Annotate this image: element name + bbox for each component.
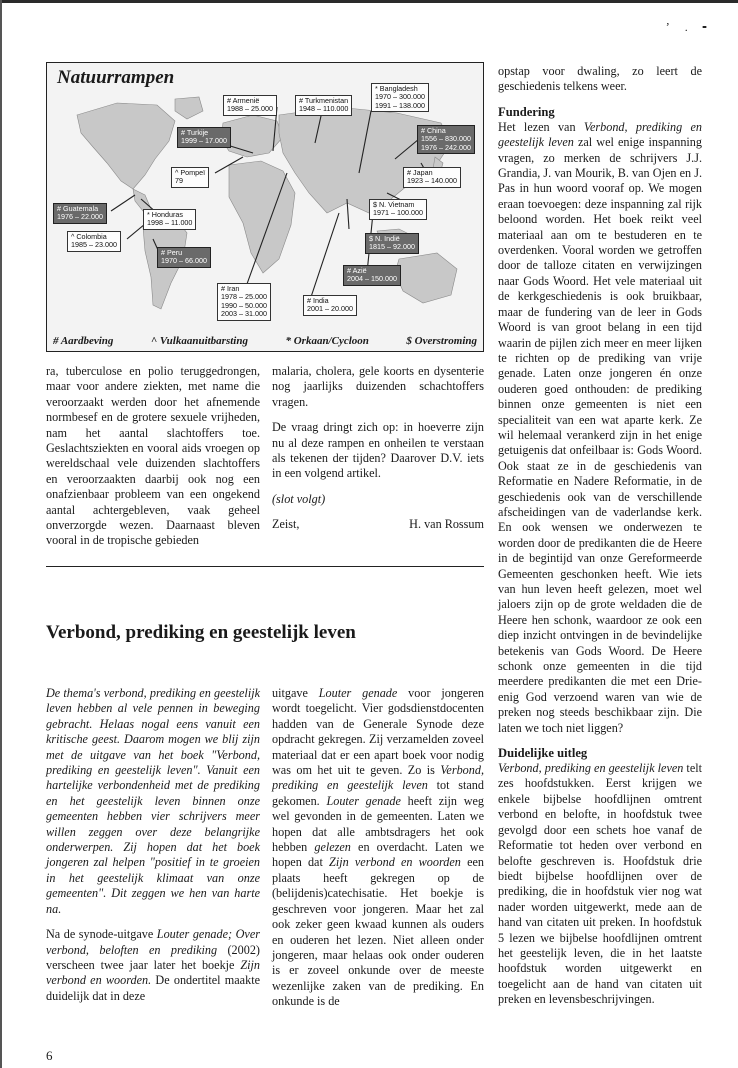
map-title: Natuurrampen	[57, 67, 175, 88]
label-iran: # Iran 1978 – 25.000 1990 – 50.000 2003 – 31.000	[217, 283, 271, 321]
article-title: Verbond, prediking en geestelijk leven	[46, 622, 356, 643]
label-bangladesh: * Bangladesh 1970 – 300.000 1991 – 138.000	[371, 83, 429, 112]
label-honduras: * Honduras 1998 – 11.000	[143, 209, 196, 230]
signature-line: Zeist, H. van Rossum	[272, 517, 484, 532]
label-colombia: ^ Colombia 1985 – 23.000	[67, 231, 121, 252]
legend-orkaan: * Orkaan/Cycloon	[285, 335, 369, 347]
label-india-north: $ N. Indië 1815 – 92.000	[365, 233, 419, 254]
prev-article-col1: ra, tuberculose en polio teruggedrongen, maar voor andere ziekten, met name die veroorzaakt werden door het afnemende normbesef en de grotere sexuele vrijheden, nam het aantal slachtoffers toe. Geslachtsziekten en vooral aids vroegen op wereldschaal vele duizenden slachtoffers en veroorzaakten daarbij ook nog een onafzienbaar probleem van een ongekend aantal achtergebleven, vaak geheel onverzorgde wezen. Daarnaast bleven vooral in de tropische gebieden	[46, 364, 260, 548]
label-azie: # Azië 2004 – 150.000	[343, 265, 401, 286]
article-col2: uitgave Louter genade voor jongeren wordt toegelicht. Vier godsdienstdocenten hadden van de Generale Synode deze opdracht gekregen. Zij verzamelden zoveel materiaal dat er een apart boek voor nodig was om het uit te geven. Zo is Verbond, prediking en geestelijk leven tot stand gekomen. Louter genade heeft zijn weg wel gevonden in de gemeenten. Laten we hopen dat alle ambtsdragers het ook hebben gelezen en overdacht. Laten we hopen dat Zijn verbond en woorden een plaats heeft gekregen op de (belijdenis)catechisatie. Het boekje is geschreven voor jongeren. Maar het zal ook zeker geen kwaad kunnen als ouders en ouderen het lezen. Niet alleen onder jongeren, maar helaas ook onder ouderen is er zoveel onkunde over de meeste wezenlijke zaken van de prediking. En onkunde is de	[272, 686, 485, 1009]
page-left-edge	[0, 0, 2, 1068]
label-armenie: # Armenië 1988 – 25.000	[223, 95, 277, 116]
article-col1-p2: Na de synode-uitgave Louter genade; Over verbond, beloften en prediking (2002) verscheen twee jaar later het boekje Zijn verbond en woorden. De ondertitel maakte duidelijk dat in deze	[46, 927, 260, 1003]
article-col1	[46, 686, 260, 1014]
heading-fundering: Fundering	[498, 104, 555, 119]
section-divider	[46, 566, 484, 567]
article-intro: De thema's verbond, prediking en geestelijk leven hebben al vele pennen in beweging gebracht. Helaas nogal eens vanuit een kritische geest. Daarom mogen we blij zijn met de uitgave van het boek "Verbond, prediking en geestelijk leven". Vanuit een hartelijke verbondenheid met de prediking en het geestelijk leven binnen onze gemeenten hebben vier schrijvers meer willen zeggen over deze belangrijke onderwerpen. Zij hopen dat het boek jongeren zal helpen "positief in te groeien in het geestelijk klimaat van onze gemeenten". Dit zeggen we hen van harte na.	[46, 686, 260, 916]
label-japan: # Japan 1923 – 140.000	[403, 167, 461, 188]
label-guatemala: # Guatemala 1976 – 22.000	[53, 203, 107, 224]
disaster-map-figure	[46, 62, 484, 352]
north-america-shape	[77, 103, 175, 189]
australia-shape	[395, 253, 457, 303]
label-china: # China 1556 – 830.000 1976 – 242.000	[417, 125, 475, 154]
label-vietnam: $ N. Vietnam 1971 – 100.000	[369, 199, 427, 220]
running-head: ʼ . ╸	[665, 20, 716, 34]
page-top-edge	[0, 0, 738, 3]
map-legend	[53, 335, 477, 347]
label-turkije: # Turkije 1999 – 17.000	[177, 127, 231, 148]
page-number: 6	[46, 1048, 53, 1063]
slot-volgt: (slot volgt)	[272, 491, 326, 506]
legend-overstroming: $ Overstroming	[406, 335, 477, 347]
prev-article-col2: malaria, cholera, gele koorts en dysenterie nog jaarlijks duizenden schachtoffers vragen. De vraag dringt zich op: in hoeverre zijn nu al deze rampen en onheilen te verstaan als tekenen der tijden? Daarover D.V. iets in een volgend artikel. (slot volgt) Zeist, H. van Rossum	[272, 364, 484, 532]
asia-shape	[279, 107, 451, 213]
label-pompei: ^ Pompeï 79	[171, 167, 209, 188]
label-turkmenistan: # Turkmenistan 1948 – 110.000	[295, 95, 352, 116]
legend-aardbeving: # Aardbeving	[53, 335, 114, 347]
legend-vulkaan: ^ Vulkaanuitbarsting	[150, 335, 248, 347]
label-india: # India 2001 – 20.000	[303, 295, 357, 316]
heading-duidelijke-uitleg: Duidelijke uitleg	[498, 746, 588, 761]
right-column: opstap voor dwaling, zo leert de geschiedenis telkens weer. Fundering Het lezen van Verbond, prediking en geestelijk leven zal wel enige inspanning vragen, zo merken de schrijvers J.J. Grandia, J. van Mourik, B. van Ojen en J. Pas in hun woord vooraf op. We mogen eraan toevoegen: deze inspanning zal rijk beloond worden. Het boek reikt veel materiaal aan om te bestuderen en te overdenken. Vooral worden we getroffen door de talloze citaten en verwijzingen naar Gods Woord. Het vele materiaal uit de kerkgeschiedenis is ook bruikbaar, maar de fundering van de leer in Gods Woord is van groot belang in een tijd waarin de pijlen zich meer en meer lijken te richten op de prediking van vrije genade. Laten onze jongeren én onze ouderen goed onthouden: de prediking binnen onze gemeenten is niet een specialiteit van een wat aparte kerk. Ze wil helemaal verankerd zijn in het enige getuigenis dat onfeilbaar is: Gods Woord. Ook staat ze in de geschiedenis van Reformatie en Nadere Reformatie, in de geschiedenis ook van de verschillende afscheidingen van de vaderlandse kerk. En ook wensen we onderwezen te worden door de predikanten die de Heere in de begintijd van onze Gereformeerde Gemeenten geschonken heeft. Wie iets van hun leven heeft gelezen, moet wel jaloers zijn op de grote weldaden die de Heere hen schonk, waardoor ze ook een diep inzicht ontvingen in de bevindelijke betekenis van Gods Woord. De Heere schonk onze gemeenten in die tijd meerdere predikanten die met een Drie-enig God verzoend waren van wie de preken nog steeds beschikbaar zijn. Die laten we toch niet liggen? Duidelijke uitleg Verbond, prediking en geestelijk leven telt zes hoofdstukken. Eerst krijgen we enkele bijbelse hoofdlijnen omtrent verbond en belofte, in hoofdstuk twee gevolgd door een schets hoe vanaf de Reformatie tot heden over verbond en belofte geschreven is. Hoofdstuk drie biedt bijbelse hoofdlijnen over de prediking, die in hoofdstuk vier nog wat nader worden uitgewerkt, mede aan de hand van citaten uit preken. In hoofdstuk 5 lezen we bijbelse hoofdlijnen omtrent het geestelijk leven, die in het laatste hoofdstuk worden uitgewerkt en toegelicht aan de hand van citaten uit preken en levensbeschrijvingen.	[498, 64, 702, 1007]
greenland-shape	[175, 97, 203, 119]
label-peru: # Peru 1970 – 66.000	[157, 247, 211, 268]
